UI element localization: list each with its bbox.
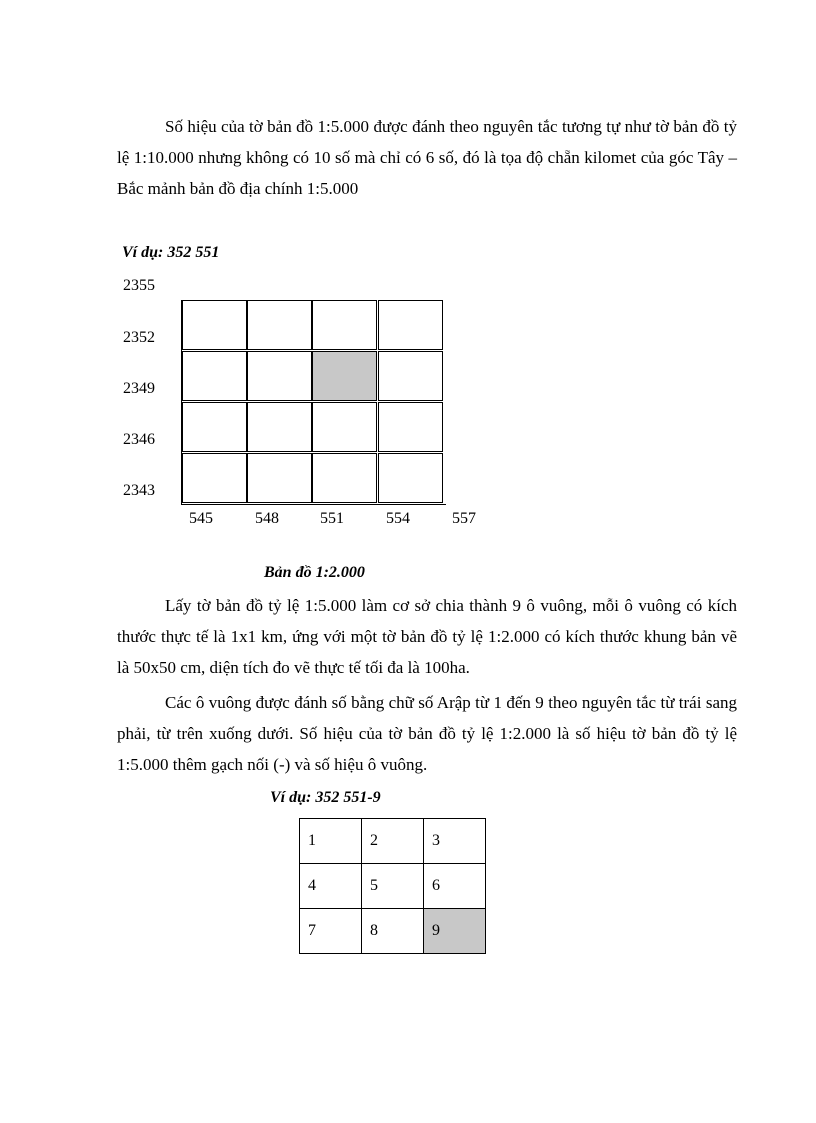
y-label-2346: 2346 bbox=[123, 431, 155, 448]
grid-cell bbox=[182, 300, 247, 350]
example-1-heading: Ví dụ: 352 551 bbox=[122, 244, 220, 261]
x-label-551: 551 bbox=[320, 510, 344, 527]
grid-cell bbox=[378, 300, 443, 350]
grid-row bbox=[300, 864, 486, 909]
x-label-545: 545 bbox=[189, 510, 213, 527]
grid-cell bbox=[247, 453, 312, 503]
subdivision-cell-3: 3 bbox=[424, 819, 486, 864]
grid-cell bbox=[378, 453, 443, 503]
grid-cell bbox=[247, 300, 312, 350]
subdivision-cell-8: 8 bbox=[362, 909, 424, 954]
subdivision-cell-7: 7 bbox=[300, 909, 362, 954]
section-2-heading: Bản đồ 1:2.000 bbox=[264, 564, 365, 581]
grid-cell-highlighted bbox=[312, 351, 377, 401]
map-sheet-grid-1-5000 bbox=[181, 300, 446, 505]
y-label-2349: 2349 bbox=[123, 380, 155, 397]
grid-cell bbox=[378, 402, 443, 452]
y-label-2352: 2352 bbox=[123, 329, 155, 346]
example-2-heading: Ví dụ: 352 551-9 bbox=[270, 789, 381, 806]
subdivision-cell-2: 2 bbox=[362, 819, 424, 864]
grid-cell bbox=[247, 402, 312, 452]
x-label-548: 548 bbox=[255, 510, 279, 527]
intro-paragraph: Số hiệu của tờ bản đồ 1:5.000 được đánh theo nguyên tắc tương tự như tờ bản đồ tỷ lệ 1:10.000 nhưng không có 10 số mà chỉ có 6 số, đó là tọa độ chẵn kilomet của góc Tây – Bắc mảnh bản đồ địa chính 1:5.000 bbox=[117, 117, 737, 198]
grid-cell bbox=[312, 453, 377, 503]
subdivision-cell-9-highlighted: 9 bbox=[424, 909, 486, 954]
grid-cell bbox=[182, 351, 247, 401]
section-2-paragraph-2: Các ô vuông được đánh số bằng chữ số Arập từ 1 đến 9 theo nguyên tắc từ trái sang phải, từ trên xuống dưới. Số hiệu của tờ bản đồ tỷ lệ 1:2.000 là số hiệu tờ bản đồ tỷ lệ 1:5.000 thêm gạch nối (-) và số hiệu ô vuông. bbox=[117, 693, 737, 774]
x-label-554: 554 bbox=[386, 510, 410, 527]
subdivision-grid-1-2000 bbox=[299, 818, 486, 954]
x-label-557: 557 bbox=[452, 510, 476, 527]
y-label-2355: 2355 bbox=[123, 277, 155, 294]
grid-row bbox=[300, 909, 486, 954]
grid-cell bbox=[312, 300, 377, 350]
subdivision-cell-4: 4 bbox=[300, 864, 362, 909]
grid-cell bbox=[378, 351, 443, 401]
grid-cell bbox=[182, 453, 247, 503]
subdivision-cell-1: 1 bbox=[300, 819, 362, 864]
section-2-paragraph-1: Lấy tờ bản đồ tỷ lệ 1:5.000 làm cơ sở chia thành 9 ô vuông, mỗi ô vuông có kích thước thực tế là 1x1 km, ứng với một tờ bản đồ tỷ lệ 1:2.000 có kích thước khung bản vẽ là 50x50 cm, diện tích đo vẽ thực tế tối đa là 100ha. bbox=[117, 596, 737, 677]
grid-row bbox=[300, 819, 486, 864]
subdivision-cell-5: 5 bbox=[362, 864, 424, 909]
grid-cell bbox=[247, 351, 312, 401]
grid-cell bbox=[182, 402, 247, 452]
subdivision-cell-6: 6 bbox=[424, 864, 486, 909]
y-label-2343: 2343 bbox=[123, 482, 155, 499]
grid-cell bbox=[312, 402, 377, 452]
